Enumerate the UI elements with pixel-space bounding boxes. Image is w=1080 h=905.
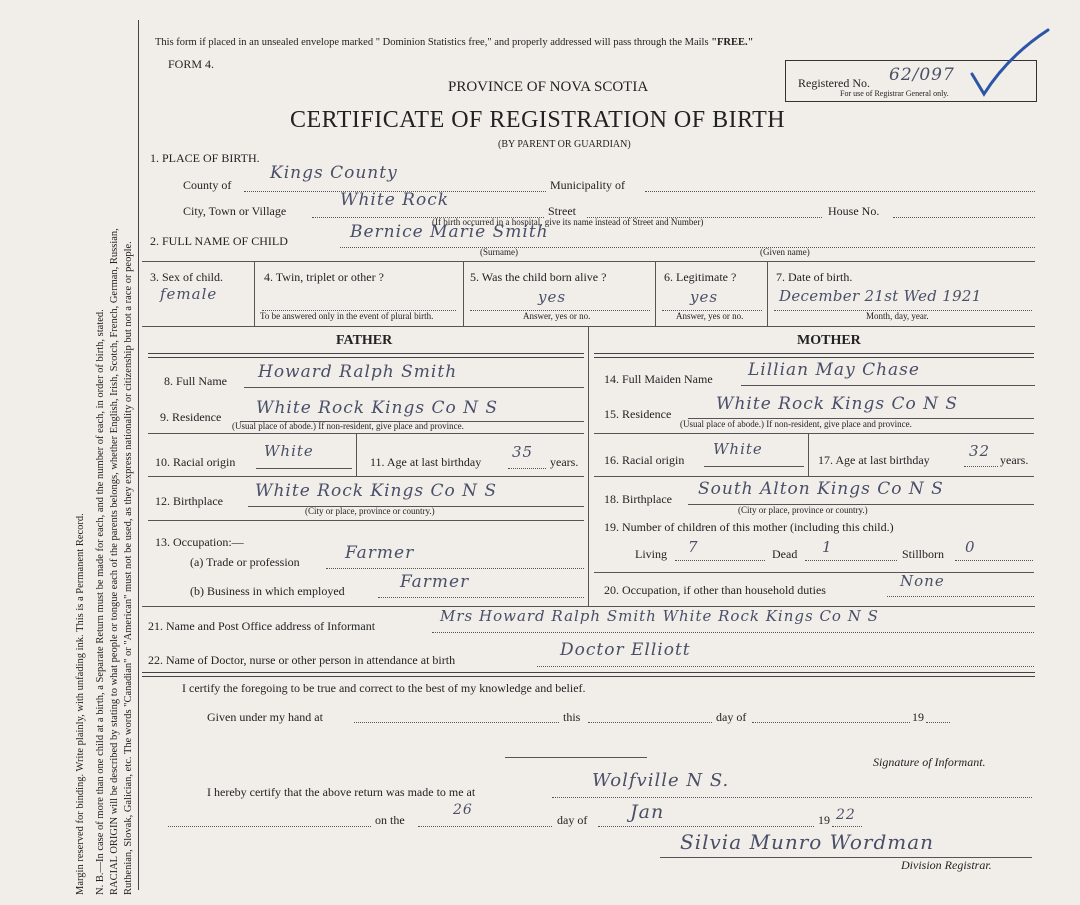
child-name-value: Bernice Marie Smith [350,222,549,242]
dob-value: December 21st Wed 1921 [779,287,982,305]
place-of-birth-heading: 1. PLACE OF BIRTH. [150,151,260,165]
father-race-label: 10. Racial origin [155,455,236,469]
mother-heading: MOTHER [797,333,861,348]
mother-birthplace-value: South Alton Kings Co N S [698,479,944,499]
year-prefix: 19 [912,710,924,724]
surname-caption: (Surname) [480,247,518,257]
margin-note-racial-2: Ruthenian, Slovak, Galician, etc. The words "Canadian" or "American" must not be used, as they express nationality or citizenship but not a race or people. [123,241,134,895]
registrar-use-note: For use of Registrar General only. [840,89,949,98]
province-heading: PROVINCE OF NOVA SCOTIA [448,79,649,95]
certify-text: I certify the foregoing to be true and correct to the best of my knowledge and belief. [182,681,586,695]
mother-name-value: Lillian May Chase [748,360,920,380]
father-residence-note: (Usual place of abode.) If non-resident, give place and province. [232,421,464,431]
stillborn-value: 0 [965,538,976,556]
form-number: FORM 4. [168,57,215,71]
father-birthplace-value: White Rock Kings Co N S [255,481,498,501]
twin-label: 4. Twin, triplet or other ? [264,270,384,284]
hospital-note: (If birth occurred in a hospital, give its name instead of Street and Number) [432,217,704,227]
month-value: Jan [630,801,665,823]
mother-residence-value: White Rock Kings Co N S [716,394,959,414]
registered-label: Registered No. [798,76,870,90]
father-business-label: (b) Business in which employed [190,584,345,598]
mother-occupation-label: 20. Occupation, if other than household duties [604,583,826,597]
stillborn-label: Stillborn [902,547,945,561]
father-age-value: 35 [512,443,534,461]
informant-value: Mrs Howard Ralph Smith White Rock Kings Co N S [440,607,879,625]
mother-years-label: years. [1000,453,1029,467]
twin-note: To be answered only in the event of plural birth. [260,311,434,321]
father-name-value: Howard Ralph Smith [258,362,458,382]
city-value: White Rock [340,190,450,210]
year-value: 22 [836,807,856,823]
father-occupation-label: 13. Occupation:— [155,535,244,549]
mail-notice: This form if placed in an unsealed envelope marked " Dominion Statistics free," and properly addressed will pass through the Mails "FREE." [155,37,754,48]
day-value: 26 [453,802,473,818]
registered-number: 62/097 [889,65,955,85]
mother-birthplace-label: 18. Birthplace [604,492,672,506]
sex-value: female [160,285,218,303]
doctor-value: Doctor Elliott [560,640,691,660]
given-name-caption: (Given name) [760,247,810,257]
county-label: County of [183,178,232,192]
father-residence-value: White Rock Kings Co N S [256,398,499,418]
year-printed: 19 [818,813,830,827]
father-trade-value: Farmer [345,543,415,563]
county-value: Kings County [270,163,398,183]
father-years-label: years. [550,455,579,469]
on-the-label: on the [375,813,405,827]
division-registrar-label: Division Registrar. [901,858,992,872]
margin-border [138,20,139,890]
father-residence-label: 9. Residence [160,410,222,424]
father-birthplace-note: (City or place, province or country.) [305,506,435,516]
legitimate-note: Answer, yes or no. [676,311,744,321]
day-of-label-2: day of [557,813,588,827]
alive-note: Answer, yes or no. [523,311,591,321]
father-trade-label: (a) Trade or profession [190,555,300,569]
mother-birthplace-note: (City or place, province or country.) [738,505,868,515]
dead-label: Dead [772,547,798,561]
mother-race-value: White [713,440,763,458]
return-label: I hereby certify that the above return was made to me at [207,785,476,799]
street-label: Street [548,204,576,218]
legitimate-value: yes [690,288,719,306]
house-label: House No. [828,204,880,218]
informant-label: 21. Name and Post Office address of Informant [148,619,376,633]
mother-name-label: 14. Full Maiden Name [604,372,713,386]
given-under-label: Given under my hand at [207,710,323,724]
child-name-label: 2. FULL NAME OF CHILD [150,234,288,248]
dob-label: 7. Date of birth. [776,270,853,284]
city-label: City, Town or Village [183,204,287,218]
mother-children-label: 19. Number of children of this mother (including this child.) [604,520,894,534]
father-business-value: Farmer [400,572,470,592]
mother-age-label: 17. Age at last birthday [818,453,930,467]
margin-note-nb: N. B.—In case of more than one child at a birth, a Separate Return must be made for each, and the number of each, in order of birth, stated. [95,309,106,895]
mother-residence-note: (Usual place of abode.) If non-resident, give place and province. [680,419,912,429]
day-of-label: day of [716,710,747,724]
legitimate-label: 6. Legitimate ? [664,270,737,284]
dob-note: Month, day, year. [866,311,929,321]
father-race-value: White [264,442,314,460]
certificate-subtitle: (BY PARENT OR GUARDIAN) [498,139,631,150]
check-mark-icon [968,26,1053,98]
certificate-title: CERTIFICATE OF REGISTRATION OF BIRTH [290,107,786,133]
informant-signature-label: Signature of Informant. [873,755,986,769]
living-label: Living [635,547,667,561]
mother-race-label: 16. Racial origin [604,453,685,467]
return-place-value: Wolfville N S. [592,770,730,791]
father-name-label: 8. Full Name [164,374,227,388]
alive-value: yes [538,288,567,306]
sex-label: 3. Sex of child. [150,270,223,284]
municipality-label: Municipality of [550,178,625,192]
doctor-label: 22. Name of Doctor, nurse or other person in attendance at birth [148,653,456,667]
this-label: this [563,710,581,724]
mother-occupation-value: None [900,572,945,590]
mother-age-value: 32 [969,442,991,460]
father-heading: FATHER [336,333,393,348]
father-age-label: 11. Age at last birthday [370,455,482,469]
father-birthplace-label: 12. Birthplace [155,494,223,508]
margin-note-binding: Margin reserved for binding. Write plainly, with unfading ink. This is a Permanent Record. [75,513,86,895]
dead-value: 1 [822,538,833,556]
mother-residence-label: 15. Residence [604,407,672,421]
registrar-signature: Silvia Munro Wordman [680,830,935,854]
alive-label: 5. Was the child born alive ? [470,270,607,284]
margin-note-racial-1: RACIAL ORIGIN will be described by stating to what people or tongue each of the parents belongs, whether English, Irish, Scotch, French, German, Russian, [109,228,120,895]
living-value: 7 [688,538,699,556]
